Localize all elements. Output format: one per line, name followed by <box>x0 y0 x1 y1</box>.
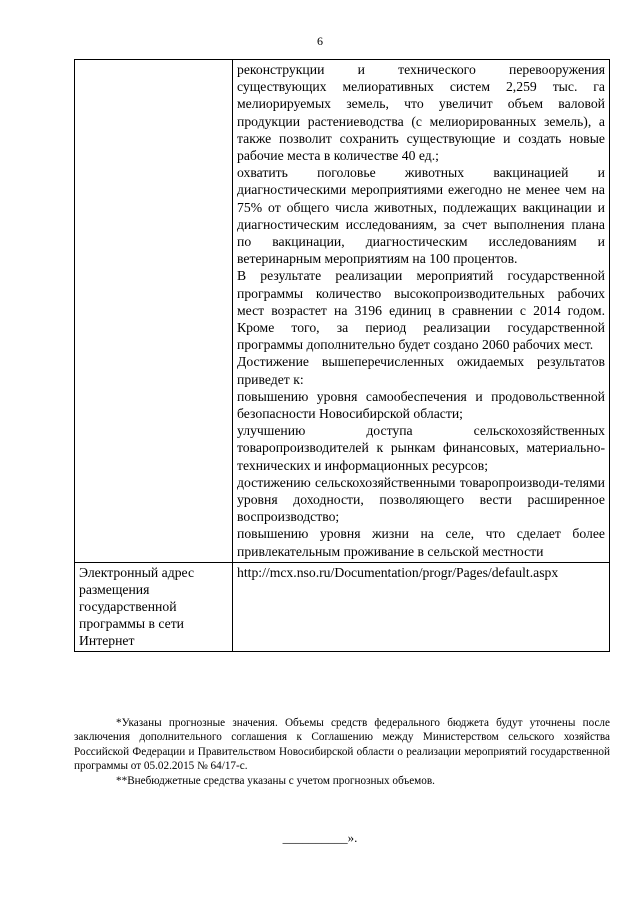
paragraph-market-access: улучшению доступа сельскохозяйственных товаропроизводителей к рынкам финансовых, материально-технических и информационных ресурсов; <box>237 423 605 473</box>
end-mark: __________». <box>282 830 358 845</box>
paragraph-achievement: Достижение вышеперечисленных ожидаемых результатов приведет к: <box>237 354 605 387</box>
paragraph-vaccination: охватить поголовье животных вакцинацией и диагностическими мероприятиями ежегодно не менее чем на 75% от общего числа животных, подлежащих вакцинации и диагностическим исследованиям, за счет выполнения плана по вакцинации, диагностическим исследованиям и ветеринарным мероприятиям на 100 процентов. <box>237 165 605 267</box>
paragraph-profitability: достижению сельскохозяйственными товаропроизводи-телями уровня доходности, позволяющего вести расширенное воспроизводство; <box>237 474 605 525</box>
footnote-federal-budget: *Указаны прогнозные значения. Объемы средств федерального бюджета будут уточнены после заключения дополнительного соглашения к Соглашению между Министерством сельского хозяйства Российской Федерации и Правительством Новосибирской области о реализации мероприятий государственной программы от 05.02.2015 № 64/17-с. <box>74 717 610 773</box>
program-passport-table <box>74 59 610 652</box>
row-label-empty <box>75 60 233 563</box>
url-link[interactable]: http://mcx.nso.ru/Documentation/progr/Pages/default.aspx <box>233 562 610 651</box>
paragraph-food-security: повышению уровня самообеспечения и продовольственной безопасности Новосибирской области; <box>237 388 605 422</box>
table-row-url <box>75 562 610 651</box>
footnotes <box>74 716 610 788</box>
paragraph-rural-life: повышению уровня жизни на селе, что сделает более привлекательным проживание в сельской местности <box>237 526 605 559</box>
paragraph-reconstruction: реконструкции и технического перевооружения существующих мелиоративных систем 2,259 тыс. га мелиорируемых земель, что увеличит объем валовой продукции растениеводства (с мелиорированных земель), а также позволит сохранить существующие и создать новые рабочие места в количестве 40 ед.; <box>237 62 605 164</box>
page-number: 6 <box>317 34 323 48</box>
paragraph-workplaces: В результате реализации мероприятий государственной программы количество высокопроизводительных рабочих мест возрастет на 3196 единиц в сравнении с 2014 годом. Кроме того, за период реализации государственной программы дополнительно будет создано 2060 рабочих мест. <box>237 268 605 353</box>
table-row-results <box>75 60 610 563</box>
url-label-cell: Электронный адрес размещения государственной программы в сети Интернет <box>75 562 233 651</box>
expected-results-cell <box>233 60 610 563</box>
footnote-extrabudgetary: **Внебюджетные средства указаны с учетом прогнозных объемов. <box>116 774 435 787</box>
